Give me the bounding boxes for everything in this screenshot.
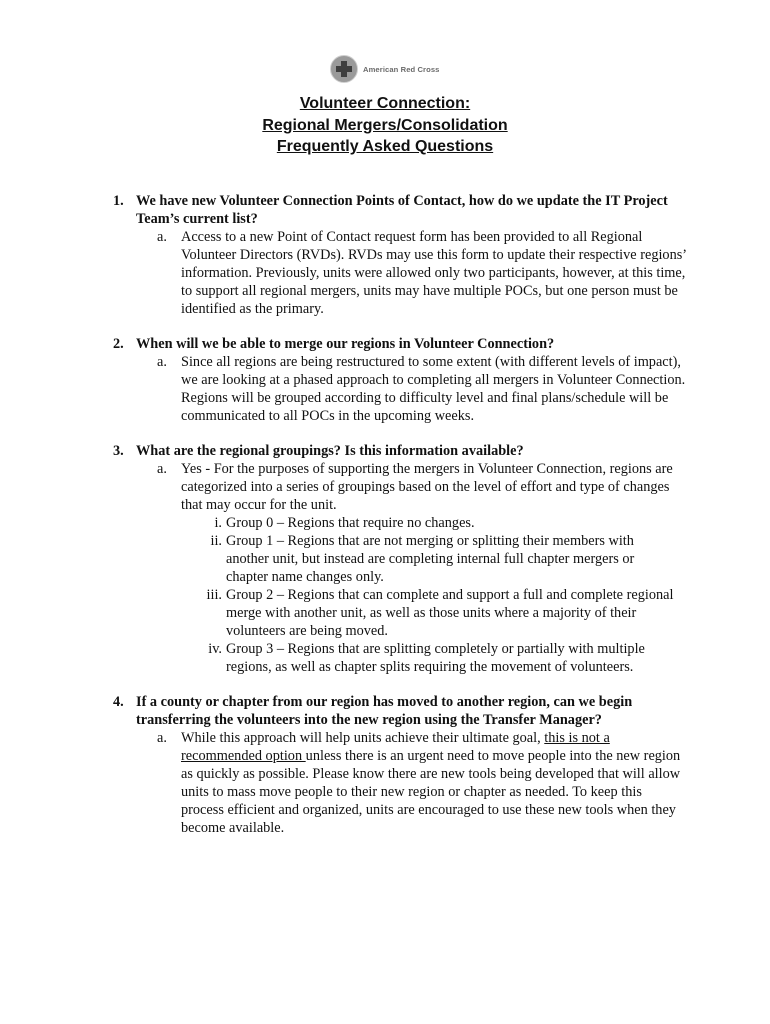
question-number: 4. <box>113 694 124 710</box>
red-cross-icon <box>330 55 358 83</box>
page-title <box>0 93 770 158</box>
question-text: If a county or chapter from our region has moved to another region, can we begin transferring the volunteers into the new region using the Transfer Manager? <box>136 694 633 728</box>
group-item <box>196 586 676 640</box>
answer-label: a. <box>157 354 167 370</box>
answer-text: Access to a new Point of Contact request form has been provided to all Regional Volunteer Directors (RVDs). RVDs may use this form to update their respective regions’ information. Previously, units were allowed only two participants, however, at this time, to support all regional mergers, units may have multiple POCs, but one person must be identified as the primary. <box>181 229 686 317</box>
question-text: We have new Volunteer Connection Points of Contact, how do we update the IT Project Team’s current list? <box>136 193 668 227</box>
group-item <box>196 514 676 532</box>
group-text: Group 1 – Regions that are not merging or splitting their members with another unit, but instead are completing internal full chapter mergers or chapter name changes only. <box>226 533 635 585</box>
faq-answer-1 <box>157 228 687 318</box>
faq-answer-4 <box>157 729 687 837</box>
group-label: i. <box>214 515 222 531</box>
title-line-2: Regional Mergers/Consolidation <box>262 116 508 134</box>
group-text: Group 3 – Regions that are splitting completely or partially with multiple regions, as well as chapter splits requiring the movement of volunteers. <box>226 641 645 675</box>
question-number: 3. <box>113 443 124 459</box>
question-text: What are the regional groupings? Is this information available? <box>136 443 524 459</box>
logo-text: American Red Cross <box>363 64 440 74</box>
group-item <box>196 640 676 676</box>
answer-text <box>157 729 687 837</box>
group-text: Group 2 – Regions that can complete and support a full and complete regional merge with another unit, as well as those units where a majority of their volunteers are being moved. <box>226 587 674 639</box>
faq-question-3 <box>113 442 693 460</box>
answer-text: Yes - For the purposes of supporting the mergers in Volunteer Connection, regions are categorized into a series of groupings based on the level of effort and type of changes that may occur for the unit. <box>181 461 673 513</box>
question-number: 1. <box>113 193 124 209</box>
faq-answer-3 <box>157 460 687 514</box>
faq-question-1 <box>113 192 693 228</box>
answer-text-before: While this approach will help units achieve their ultimate goal, <box>181 730 545 746</box>
group-label: iv. <box>208 641 222 657</box>
group-label: iii. <box>206 587 222 603</box>
answer-text-after: unless there is an urgent need to move people into the new region as quickly as possible. Please know there are new tools being developed that will allow units to mass move people to their new region or chapter as needed. To keep this process efficient and organized, units are encouraged to use these new tools when they become available. <box>181 748 681 836</box>
question-text: When will we be able to merge our regions in Volunteer Connection? <box>136 336 555 352</box>
faq-question-4 <box>113 693 693 729</box>
title-line-3: Frequently Asked Questions <box>276 138 494 155</box>
red-cross-logo <box>330 55 440 83</box>
answer-label: a. <box>157 461 167 477</box>
answer-text-underlined: this is not a recommended option <box>181 730 610 764</box>
answer-label: a. <box>157 730 167 746</box>
group-label: ii. <box>210 533 222 549</box>
faq-answer-2 <box>157 353 687 425</box>
group-item <box>196 532 676 586</box>
faq-question-2 <box>113 335 693 353</box>
question-number: 2. <box>113 336 124 352</box>
group-text: Group 0 – Regions that require no changes. <box>226 515 475 531</box>
answer-label: a. <box>157 229 167 245</box>
title-line-1: Volunteer Connection: <box>299 95 471 112</box>
answer-text: Since all regions are being restructured to some extent (with different levels of impact), we are looking at a phased approach to completing all mergers in Volunteer Connection. Regions will be grouped according to difficulty level and final plans/schedule will be communicated to all POCs in the upcoming weeks. <box>181 354 686 424</box>
